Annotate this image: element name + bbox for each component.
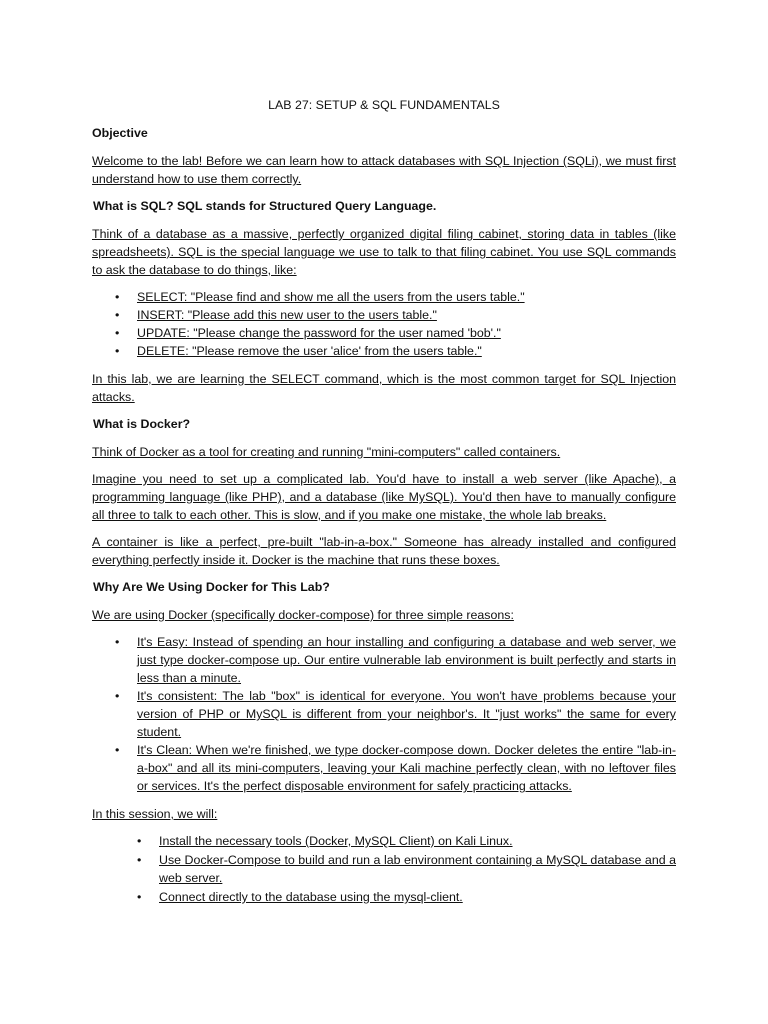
list-item: [92, 324, 676, 342]
list-item: [92, 851, 676, 887]
why-docker-heading: Why Are We Using Docker for This Lab?: [93, 580, 330, 594]
bullet-icon: •: [115, 308, 120, 322]
objective-heading: Objective: [92, 126, 148, 140]
bullet-icon: •: [115, 743, 120, 757]
list-item: [92, 832, 676, 850]
list-item: [92, 888, 676, 906]
select-paragraph: In this lab, we are learning the SELECT command, which is the most common target for SQL Injection attacks.: [92, 372, 676, 404]
sql-commands-list: [92, 288, 676, 360]
list-item-text: Use Docker-Compose to build and run a lab environment containing a MySQL database and a web server.: [159, 853, 676, 885]
list-item-text: SELECT: "Please find and show me all the users from the users table.": [137, 290, 525, 304]
list-item-text: INSERT: "Please add this new user to the users table.": [137, 308, 437, 322]
bullet-icon: •: [137, 853, 142, 867]
list-item: [92, 633, 676, 687]
bullet-icon: •: [115, 344, 120, 358]
sql-paragraph: Think of a database as a massive, perfectly organized digital filing cabinet, storing data in tables (like spreadsheets). SQL is the special language we use to talk to that filing cabinet. You use SQL commands to ask the database to do things, like:: [92, 227, 676, 277]
docker-paragraph-1: Think of Docker as a tool for creating and running "mini-computers" called containers.: [92, 445, 561, 459]
list-item: [92, 306, 676, 324]
bullet-icon: •: [115, 689, 120, 703]
list-item-text: It's consistent: The lab "box" is identical for everyone. You won't have problems because your version of PHP or MySQL is different from your neighbor's. It "just works" the same for every student.: [137, 689, 676, 739]
page-title: LAB 27: SETUP & SQL FUNDAMENTALS: [268, 98, 500, 112]
list-item-text: It's Easy: Instead of spending an hour installing and configuring a database and web server, we just type docker-compose up. Our entire vulnerable lab environment is built perfectly and starts in less than a minute.: [137, 635, 676, 685]
bullet-icon: •: [115, 290, 120, 304]
reasons-list: [92, 633, 676, 795]
sql-heading: What is SQL? SQL stands for Structured Query Language.: [93, 199, 437, 213]
list-item-text: UPDATE: "Please change the password for the user named 'bob'.": [137, 326, 501, 340]
intro-paragraph: Welcome to the lab! Before we can learn how to attack databases with SQL Injection (SQLi), we must first understand how to use them correctly.: [92, 154, 676, 186]
list-item-text: DELETE: "Please remove the user 'alice' from the users table.": [137, 344, 482, 358]
bullet-icon: •: [137, 890, 142, 904]
list-item-text: Connect directly to the database using the mysql-client.: [159, 890, 463, 904]
why-docker-intro: We are using Docker (specifically docker-compose) for three simple reasons:: [92, 608, 514, 622]
list-item: [92, 687, 676, 741]
list-item: [92, 741, 676, 795]
list-item: [92, 288, 676, 306]
bullet-icon: •: [115, 635, 120, 649]
session-intro: In this session, we will:: [92, 807, 218, 821]
bullet-icon: •: [137, 834, 142, 848]
docker-paragraph-2: Imagine you need to set up a complicated lab. You'd have to install a web server (like Apache), a programming language (like PHP), and a database (like MySQL). You'd then have to manually configure all three to talk to each other. This is slow, and if you make one mistake, the whole lab breaks.: [92, 472, 676, 522]
document-page: [92, 96, 676, 916]
bullet-icon: •: [115, 326, 120, 340]
list-item-text: It's Clean: When we're finished, we type docker-compose down. Docker deletes the entire "lab-in-a-box" and all its mini-computers, leaving your Kali machine perfectly clean, with no leftover files or services. It's the perfect disposable environment for safely practicing attacks.: [137, 743, 676, 793]
session-list: [92, 832, 676, 906]
list-item-text: Install the necessary tools (Docker, MySQL Client) on Kali Linux.: [159, 834, 513, 848]
docker-paragraph-3: A container is like a perfect, pre-built "lab-in-a-box." Someone has already installed and configured everything perfectly inside it. Docker is the machine that runs these boxes.: [92, 535, 676, 567]
list-item: [92, 342, 676, 360]
docker-heading: What is Docker?: [93, 417, 191, 431]
